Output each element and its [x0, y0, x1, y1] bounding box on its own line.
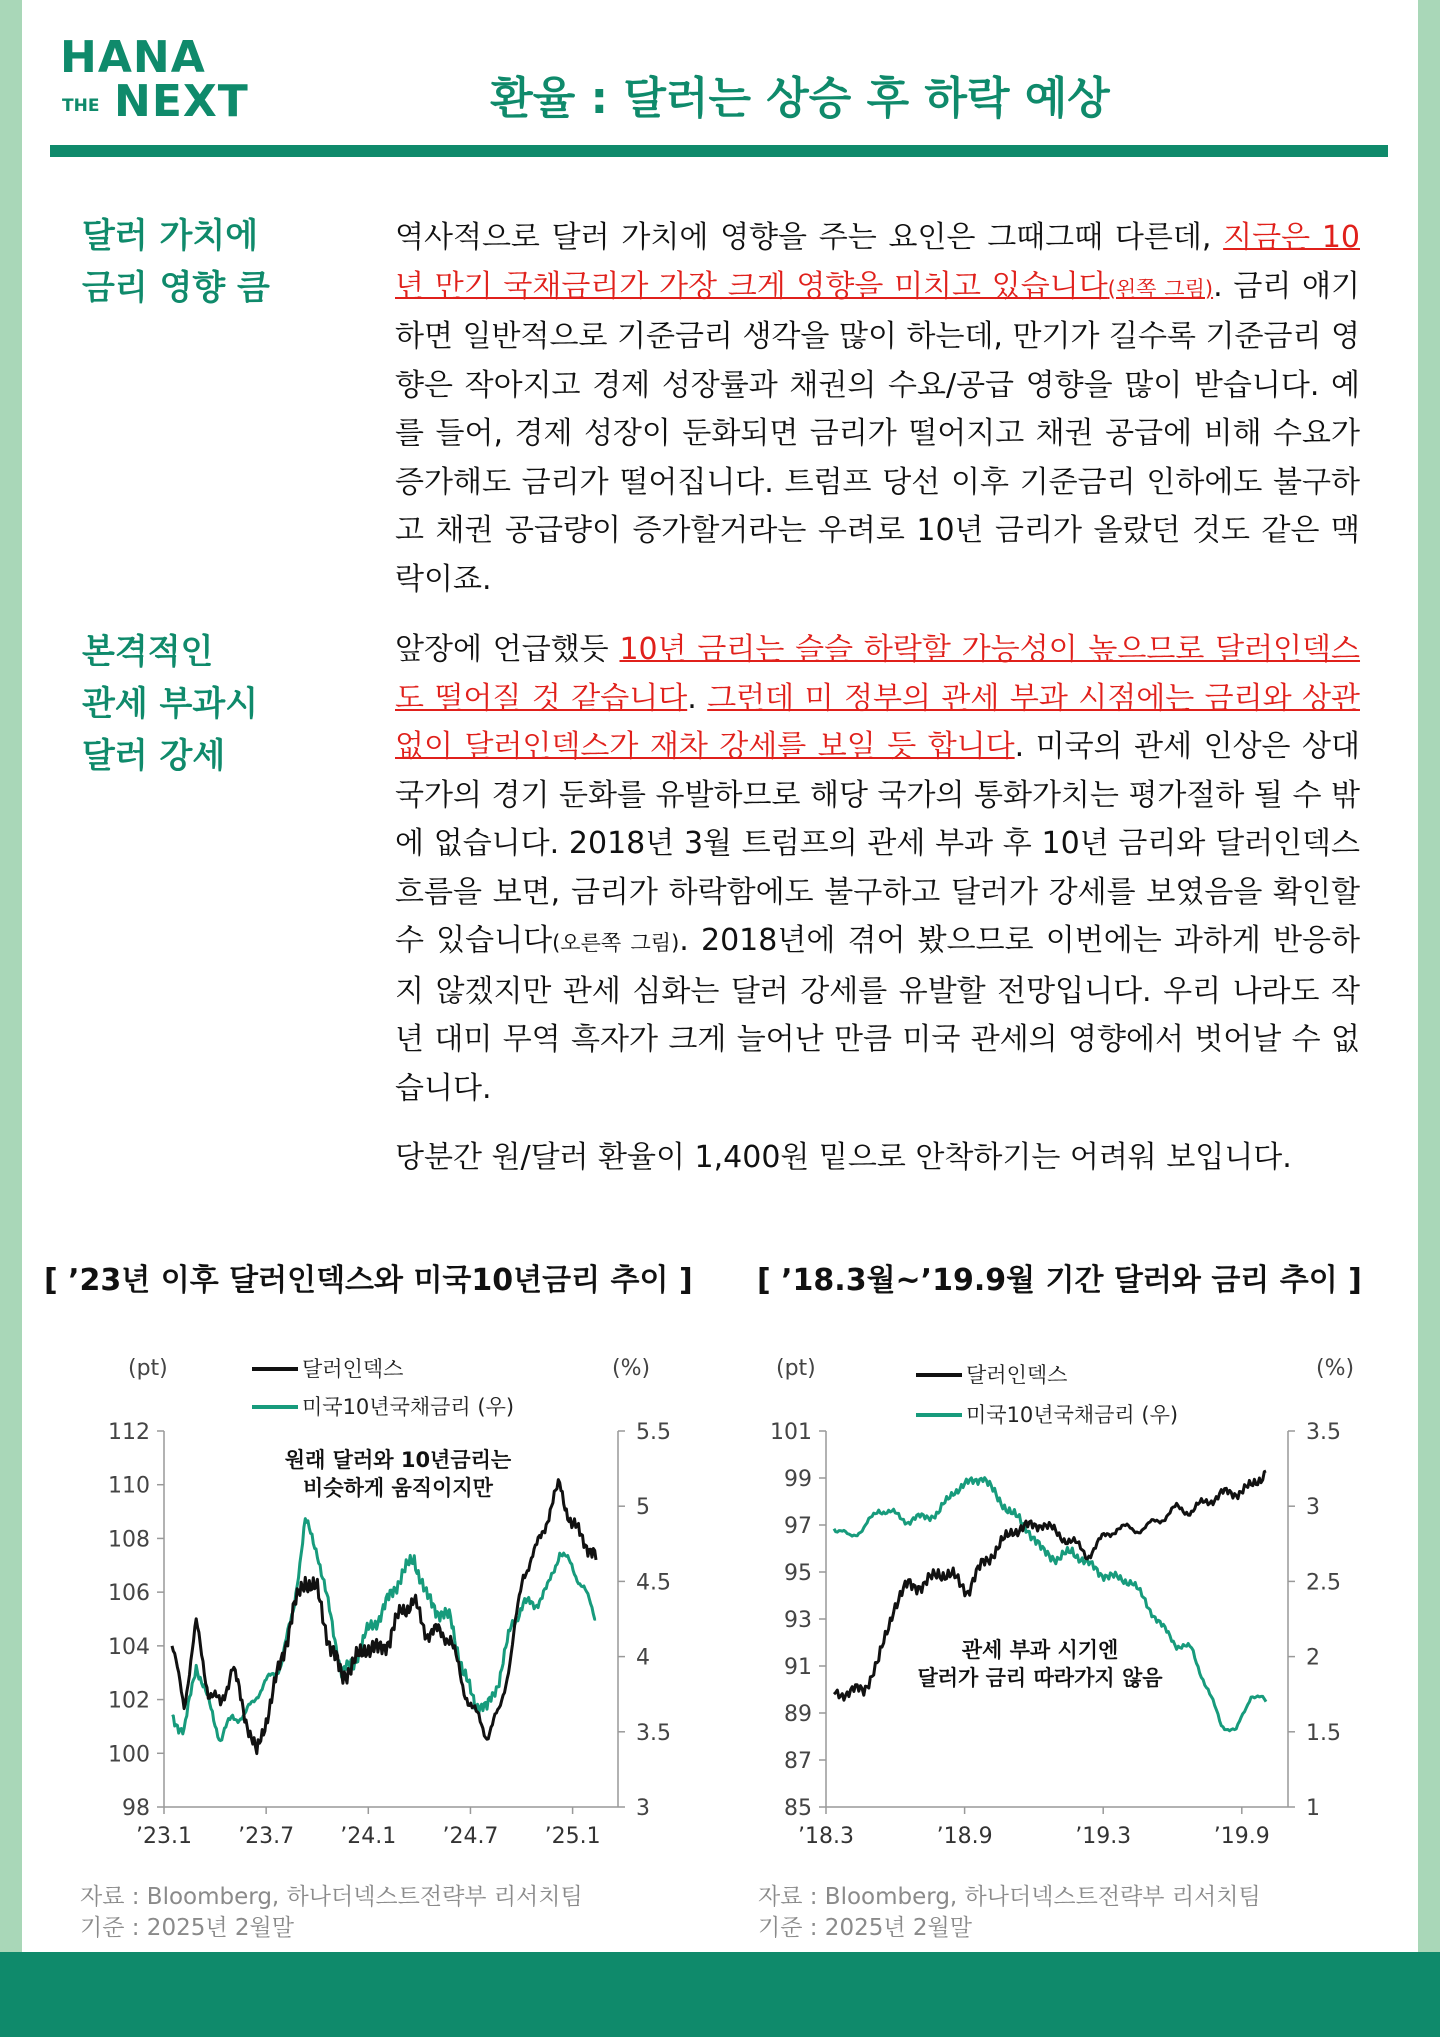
footer-band [0, 1952, 1440, 2037]
left-axis-tick-label: 93 [784, 1608, 812, 1633]
left-axis-tick-label: 99 [784, 1467, 812, 1492]
right-axis-tick-label: 2.5 [1306, 1570, 1341, 1596]
left-axis-tick-label: 100 [108, 1742, 150, 1768]
section-body-tariff-dollar [395, 626, 1360, 1113]
right-side-band [1418, 0, 1440, 2037]
x-axis-tick-label: ’24.1 [340, 1824, 397, 1849]
right-axis-tick-label: 2 [1306, 1645, 1320, 1671]
body-text: . 2018년에 겪어 봤으므로 이번에는 과하게 반응하지 않겠지만 관세 심화는 달러 강세를 유발할 전망입니다. 우리 나라도 작년 대미 무역 흑자가 크게 늘어난 만큼 미국 관세의 영향에서 벗어날 수 없습니다. [395, 923, 1360, 1106]
left-axis-tick-label: 97 [784, 1514, 812, 1539]
left-axis-tick-label: 102 [108, 1688, 150, 1714]
left-axis-tick-label: 95 [784, 1561, 812, 1586]
right-axis-tick-label: 1 [1306, 1796, 1320, 1821]
chart-dollar-vs-rate-2018 [740, 1345, 1360, 1855]
body-text: . 미국의 관세 인상은 상대 국가의 경기 둔화를 유발하므로 해당 국가의 통화가치는 평가절하 될 수 밖에 없습니다. 2018년 3월 트럼프의 관세 부과 후 10년 금리와 달러인덱스 흐름을 보면, 금리가 하락함에도 불구하고 달러가 강세를 보였음을 확인할 수 있습니다 [395, 729, 1360, 958]
left-axis-tick-label: 110 [108, 1473, 150, 1499]
source-date: 기준 : 2025년 2월말 [758, 1915, 972, 1941]
closing-statement: 당분간 원/달러 환율이 1,400원 밑으로 안착하기는 어려워 보입니다. [395, 1140, 1292, 1175]
highlight-text: 10년 금리는 슬슬 하락할 가능성이 높으므로 달러인덱스도 떨어질 것 같습니다 [395, 632, 1361, 716]
left-axis-tick-label: 101 [770, 1420, 812, 1445]
chart-title-right: [ ’18.3월~’19.9월 기간 달러와 금리 추이 ] [757, 1263, 1362, 1298]
legend-label: 미국10년국채금리 (우) [302, 1395, 515, 1419]
highlight-text-part: 지금은 10년 만기 국채금리가 가장 크게 영향을 미치고 있습니다 [395, 220, 1360, 304]
left-axis-unit: (pt) [776, 1356, 816, 1381]
section-heading-line: 관세 부과시 [82, 684, 259, 724]
right-axis-tick-label: 5.5 [636, 1420, 671, 1445]
figure-reference-note: (왼쪽 그림) [1107, 276, 1214, 301]
chart-annotation-line: 관세 부과 시기엔 [961, 1638, 1119, 1662]
section-heading-rate-influence [82, 210, 342, 314]
right-axis-tick-label: 4 [636, 1645, 650, 1671]
legend-label: 달러인덱스 [302, 1357, 404, 1381]
right-axis-tick-label: 3 [636, 1796, 650, 1821]
right-axis-tick-label: 3 [1306, 1495, 1320, 1521]
body-text: . [687, 680, 708, 716]
section-body-rate-influence [395, 214, 1360, 604]
chart-annotation-line: 원래 달러와 10년금리는 [284, 1448, 512, 1472]
x-axis-tick-label: ’19.9 [1213, 1824, 1270, 1849]
x-axis-tick-label: ’18.3 [798, 1824, 854, 1849]
left-side-band [0, 0, 22, 2037]
section-heading-line: 달러 강세 [82, 736, 226, 776]
legend-label: 미국10년국채금리 (우) [966, 1403, 1179, 1427]
page-title: 환율 : 달러는 상승 후 하락 예상 [490, 73, 1110, 124]
chart-annotation-line: 비슷하게 움직이지만 [303, 1476, 493, 1500]
body-text: 역사적으로 달러 가치에 영향을 주는 요인은 그때그때 다른데, [395, 220, 1224, 255]
x-axis-tick-label: ’19.3 [1075, 1824, 1132, 1849]
series-line-dollar-index [172, 1480, 596, 1754]
body-text: 앞장에 언급했듯 [395, 632, 620, 667]
left-axis-tick-label: 112 [108, 1420, 150, 1445]
right-axis-tick-label: 5 [636, 1495, 650, 1521]
x-axis-tick-label: ’23.1 [136, 1824, 192, 1849]
left-axis-tick-label: 108 [108, 1527, 150, 1553]
figure-reference-note: (오른쪽 그림) [552, 931, 680, 955]
right-axis-unit: (%) [1316, 1356, 1355, 1381]
left-axis-tick-label: 106 [108, 1581, 150, 1607]
left-axis-tick-label: 91 [784, 1655, 812, 1680]
section-heading-line: 달러 가치에 [82, 216, 259, 256]
source-line: 자료 : Bloomberg, 하나더넥스트전략부 리서치팀 [758, 1884, 1261, 1910]
right-axis-tick-label: 1.5 [1306, 1720, 1341, 1746]
x-axis-tick-label: ’23.7 [238, 1824, 295, 1849]
right-axis-tick-label: 3.5 [636, 1720, 671, 1746]
source-date: 기준 : 2025년 2월말 [80, 1915, 294, 1941]
left-axis-tick-label: 89 [784, 1702, 812, 1727]
left-axis-tick-label: 104 [108, 1634, 150, 1660]
left-axis-tick-label: 85 [784, 1796, 812, 1821]
header-divider [50, 145, 1388, 157]
legend-label: 달러인덱스 [966, 1363, 1068, 1387]
body-text: . 금리 얘기하면 일반적으로 기준금리 생각을 많이 하는데, 만기가 길수록 기준금리 영향은 작아지고 경제 성장률과 채권의 수요/공급 영향을 많이 받습니다. 예를 들어, 경제 성장이 둔화되면 금리가 떨어지고 채권 공급에 비해 수요가 증가해도 금리가 떨어집니다. 트럼프 당선 이후 기준금리 인하에도 불구하고 채권 공급량이 증가할거라는 우려로 10년 금리가 올랐던 것도 같은 맥락이죠. [395, 268, 1360, 597]
right-axis-tick-label: 4.5 [636, 1570, 671, 1596]
chart-title-left: [ ’23년 이후 달러인덱스와 미국10년금리 추이 ] [44, 1263, 693, 1298]
left-axis-unit: (pt) [128, 1356, 168, 1381]
left-axis-tick-label: 98 [122, 1796, 150, 1821]
x-axis-tick-label: ’25.1 [544, 1824, 601, 1849]
highlight-text: 그런데 미 정부의 관세 부과 시점에는 금리와 상관없이 달러인덱스가 재차 강세를 보일 듯 합니다 [395, 680, 1360, 764]
right-axis-unit: (%) [612, 1356, 651, 1381]
right-axis-tick-label: 3.5 [1306, 1420, 1341, 1445]
source-line: 자료 : Bloomberg, 하나더넥스트전략부 리서치팀 [80, 1884, 583, 1910]
section-heading-line: 본격적인 [82, 632, 214, 672]
section-heading-tariff-dollar [82, 626, 342, 782]
chart-annotation-line: 달러가 금리 따라가지 않음 [917, 1666, 1163, 1690]
source-note-left [80, 1882, 583, 1944]
x-axis-tick-label: ’24.7 [442, 1824, 499, 1849]
section-heading-line: 금리 영향 큼 [82, 268, 270, 308]
chart-dollar-index-vs-10y-2023 [80, 1345, 680, 1855]
source-note-right [758, 1882, 1261, 1944]
hana-the-next-logo: HANA THE NEXT [60, 32, 249, 127]
left-axis-tick-label: 87 [784, 1749, 812, 1774]
x-axis-tick-label: ’18.9 [936, 1824, 993, 1849]
